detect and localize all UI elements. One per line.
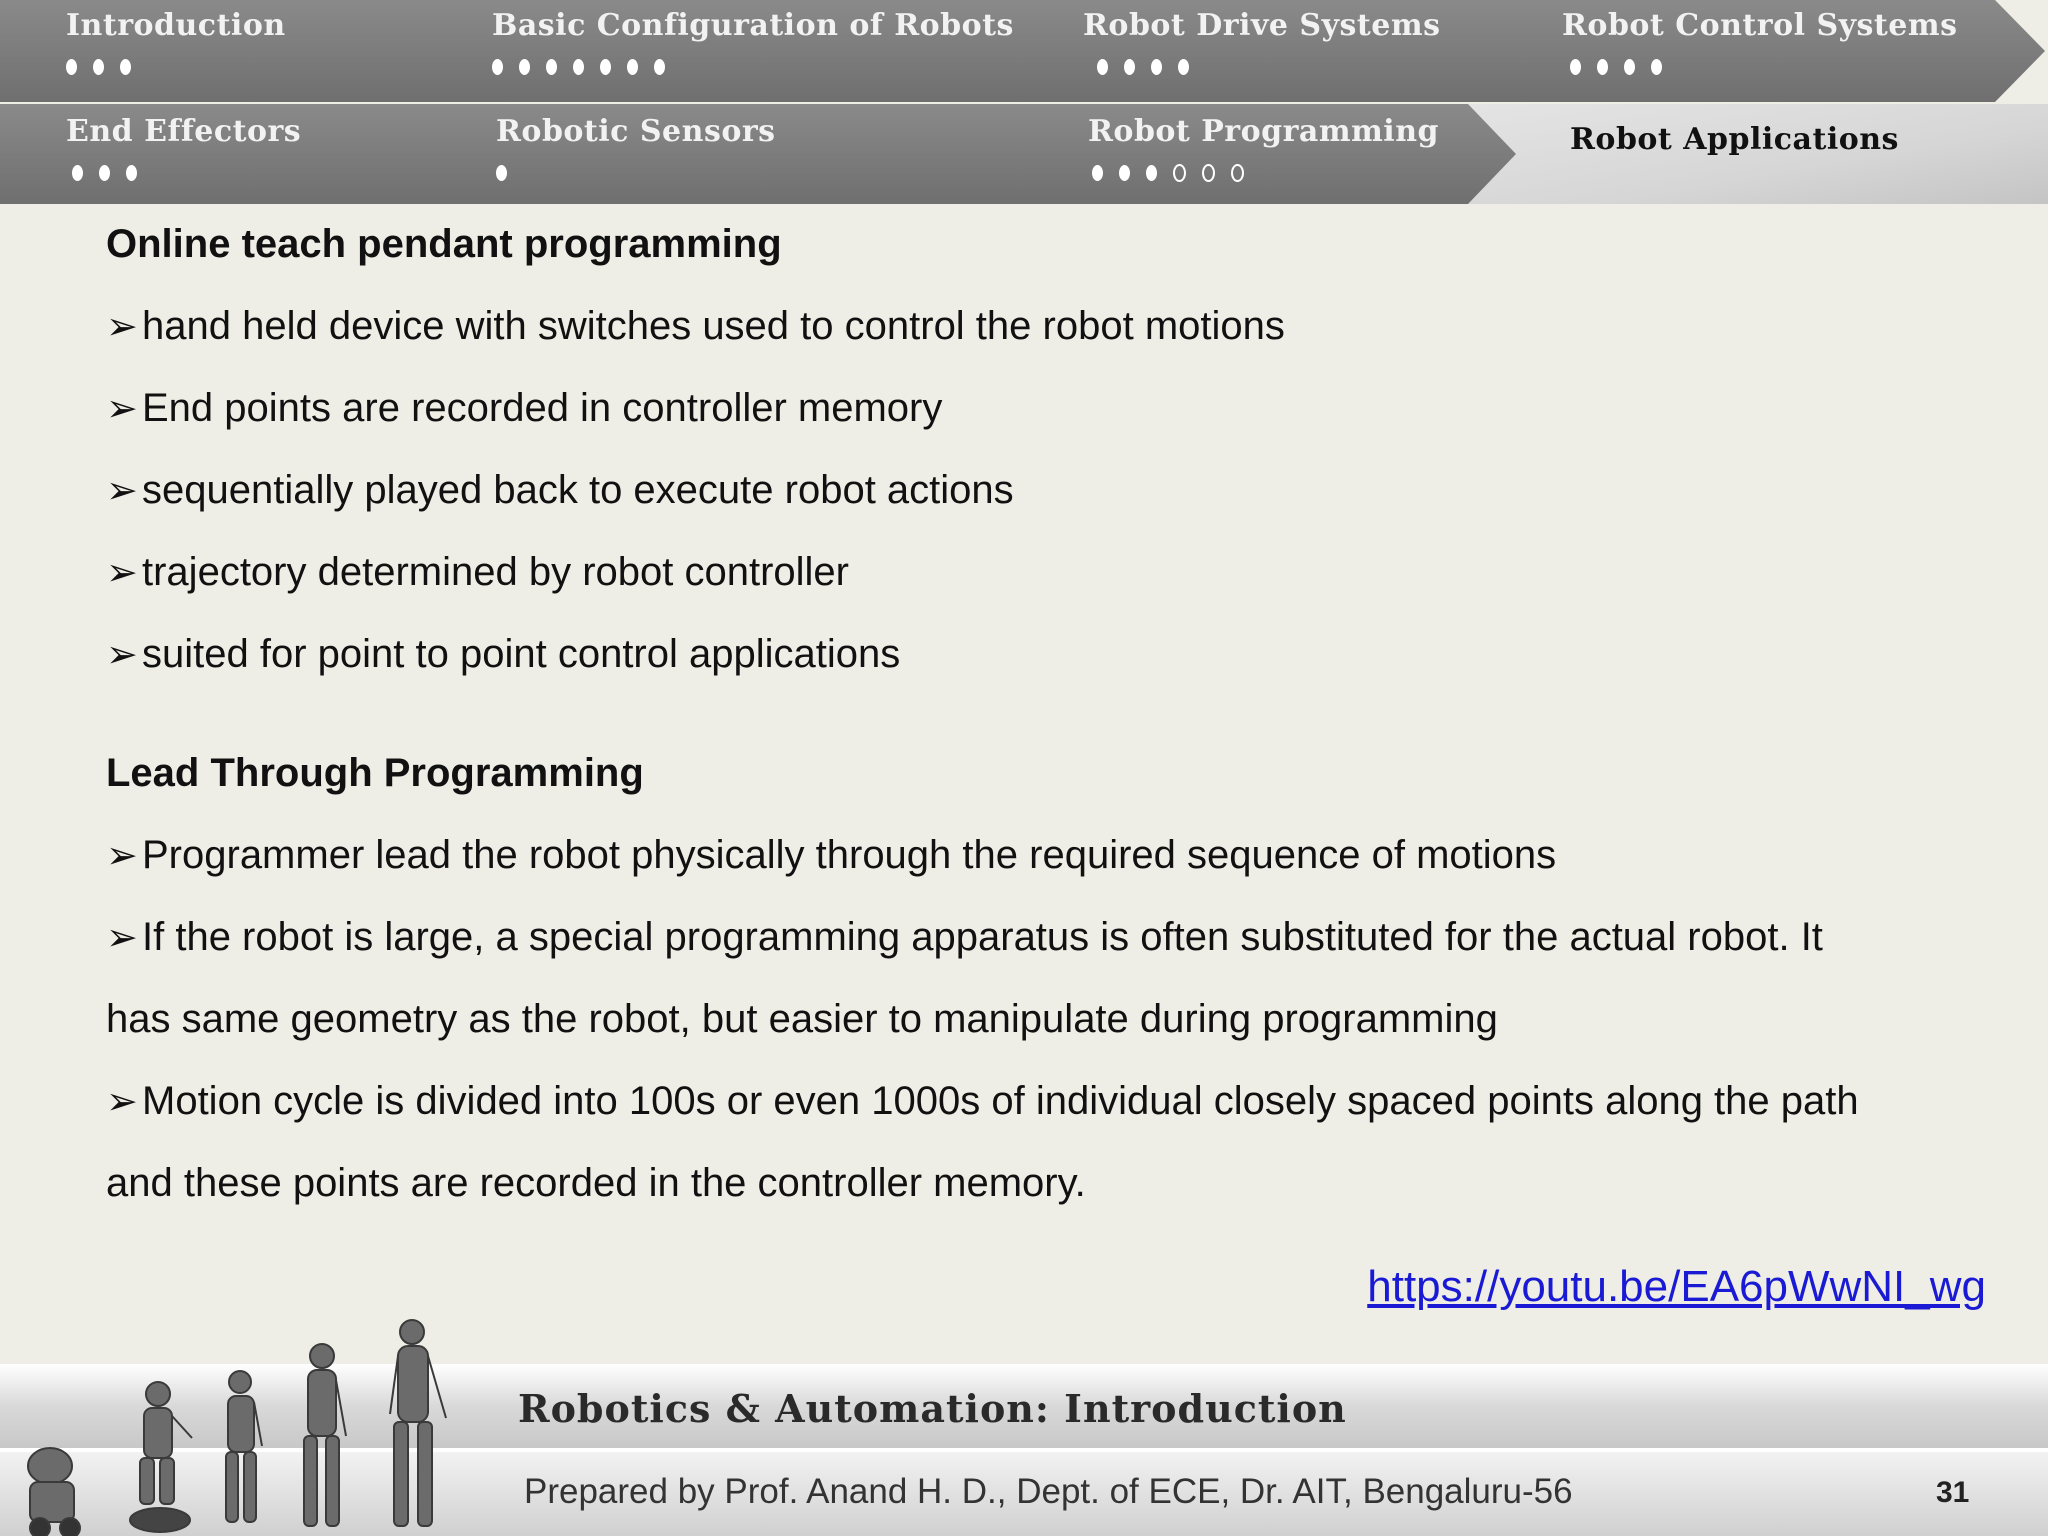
arrow-bullet-icon: ➢ [106,552,138,594]
nav-progress-dots [72,163,301,183]
nav-progress-dots [496,163,776,183]
arrow-bullet-icon: ➢ [106,1081,138,1123]
nav-progress-dots [1097,57,1440,77]
arrow-bullet-icon: ➢ [106,835,138,877]
bullet-item: ➢ End points are recorded in controller memory [106,386,943,430]
nav-item-basic-configuration[interactable]: Basic Configuration of Robots [492,8,1014,77]
nav-progress-dots [492,57,1014,77]
section-heading-lead-through: Lead Through Programming [106,751,644,795]
bullet-continuation: and these points are recorded in the controller memory. [106,1161,1086,1205]
footer [0,1364,2048,1536]
section-heading-teach-pendant: Online teach pendant programming [106,222,782,266]
arrow-bullet-icon: ➢ [106,306,138,348]
nav-item-robot-control-systems[interactable]: Robot Control Systems [1562,8,1958,77]
nav-item-robotic-sensors[interactable]: Robotic Sensors [496,114,776,183]
nav-progress-dots [1092,163,1439,183]
bullet-item: ➢ sequentially played back to execute robot actions [106,468,1014,512]
footer-course-title: Robotics & Automation: Introduction [518,1386,1347,1431]
nav-progress-dots [66,57,286,77]
nav-row-1 [0,0,2048,102]
footer-credit: Prepared by Prof. Anand H. D., Dept. of ECE, Dr. AIT, Bengaluru-56 [524,1472,1573,1511]
nav-item-introduction[interactable]: Introduction [66,8,286,77]
bullet-item: ➢ suited for point to point control applications [106,632,901,676]
nav-item-robot-drive-systems[interactable]: Robot Drive Systems [1083,8,1440,77]
bullet-item: ➢ Motion cycle is divided into 100s or even 1000s of individual closely spaced points along the path [106,1079,1859,1123]
walking-robots-illustration [0,1296,470,1536]
bullet-item: ➢ hand held device with switches used to control the robot motions [106,304,1285,348]
nav-item-robot-applications[interactable]: Robot Applications [1570,122,1899,157]
bullet-item: ➢ If the robot is large, a special programming apparatus is often substituted for the actual robot. It [106,915,1823,959]
nav-progress-dots [1570,57,1958,77]
arrow-bullet-icon: ➢ [106,388,138,430]
bullet-continuation: has same geometry as the robot, but easier to manipulate during programming [106,997,1498,1041]
page-number: 31 [1936,1476,1970,1509]
arrow-bullet-icon: ➢ [106,470,138,512]
bullet-item: ➢ Programmer lead the robot physically through the required sequence of motions [106,833,1557,877]
nav-item-robot-programming[interactable]: Robot Programming [1088,114,1439,183]
video-link[interactable]: https://youtu.be/EA6pWwNI_wg [1367,1262,1986,1311]
bullet-item: ➢ trajectory determined by robot controller [106,550,849,594]
nav-row-2 [0,104,2048,204]
nav-item-end-effectors[interactable]: End Effectors [66,114,301,183]
arrow-bullet-icon: ➢ [106,917,138,959]
arrow-bullet-icon: ➢ [106,634,138,676]
